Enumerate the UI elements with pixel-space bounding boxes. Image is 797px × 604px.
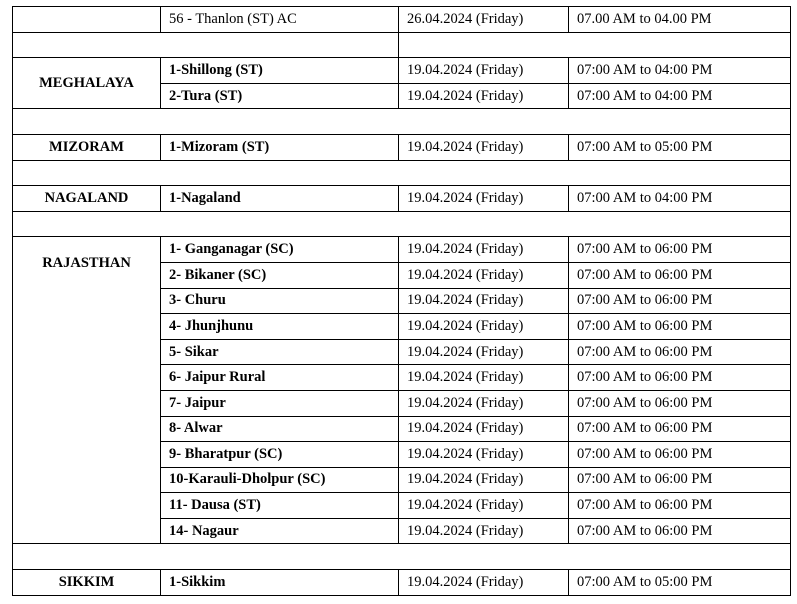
constituency-cell: 2- Bikaner (SC) bbox=[161, 262, 399, 288]
constituency-cell: 11- Dausa (ST) bbox=[161, 493, 399, 519]
poll-date-cell: 19.04.2024 (Friday) bbox=[399, 416, 569, 442]
table-row bbox=[13, 186, 791, 212]
poll-time-cell: 07:00 AM to 06:00 PM bbox=[569, 262, 791, 288]
spacer-row bbox=[13, 211, 791, 237]
constituency-cell: 10-Karauli-Dholpur (SC) bbox=[161, 467, 399, 493]
table-row bbox=[13, 7, 791, 33]
poll-date-cell: 19.04.2024 (Friday) bbox=[399, 518, 569, 544]
spacer-cell bbox=[13, 160, 791, 186]
poll-time-cell: 07:00 AM to 06:00 PM bbox=[569, 314, 791, 340]
poll-date-cell: 19.04.2024 (Friday) bbox=[399, 570, 569, 596]
poll-time-cell: 07.00 AM to 04.00 PM bbox=[569, 7, 791, 33]
state-name-cell: MEGHALAYA bbox=[13, 58, 161, 109]
spacer-row bbox=[13, 544, 791, 570]
state-name-cell: MIZORAM bbox=[13, 134, 161, 160]
poll-time-cell: 07:00 AM to 06:00 PM bbox=[569, 288, 791, 314]
constituency-cell: 5- Sikar bbox=[161, 339, 399, 365]
poll-date-cell: 19.04.2024 (Friday) bbox=[399, 262, 569, 288]
constituency-cell: 1-Shillong (ST) bbox=[161, 58, 399, 84]
constituency-cell: 8- Alwar bbox=[161, 416, 399, 442]
table-row bbox=[13, 237, 791, 263]
spacer-row bbox=[13, 109, 791, 135]
poll-date-cell: 19.04.2024 (Friday) bbox=[399, 237, 569, 263]
poll-date-cell: 19.04.2024 (Friday) bbox=[399, 314, 569, 340]
table-row bbox=[13, 134, 791, 160]
poll-time-cell: 07:00 AM to 06:00 PM bbox=[569, 518, 791, 544]
poll-time-cell: 07:00 AM to 04:00 PM bbox=[569, 186, 791, 212]
constituency-cell: 6- Jaipur Rural bbox=[161, 365, 399, 391]
poll-date-cell: 19.04.2024 (Friday) bbox=[399, 390, 569, 416]
state-name-cell: NAGALAND bbox=[13, 186, 161, 212]
poll-time-cell: 07:00 AM to 04:00 PM bbox=[569, 83, 791, 109]
constituency-cell: 1-Mizoram (ST) bbox=[161, 134, 399, 160]
poll-date-cell: 19.04.2024 (Friday) bbox=[399, 365, 569, 391]
spacer-cell bbox=[13, 32, 399, 58]
table-row bbox=[13, 570, 791, 596]
constituency-cell: 3- Churu bbox=[161, 288, 399, 314]
poll-date-cell: 19.04.2024 (Friday) bbox=[399, 467, 569, 493]
constituency-cell: 1-Sikkim bbox=[161, 570, 399, 596]
poll-time-cell: 07:00 AM to 06:00 PM bbox=[569, 365, 791, 391]
state-cell-empty bbox=[13, 7, 161, 33]
table-row bbox=[13, 58, 791, 84]
spacer-cell bbox=[13, 544, 791, 570]
poll-date-cell: 26.04.2024 (Friday) bbox=[399, 7, 569, 33]
poll-date-cell: 19.04.2024 (Friday) bbox=[399, 288, 569, 314]
constituency-cell: 1-Nagaland bbox=[161, 186, 399, 212]
state-name-cell: SIKKIM bbox=[13, 570, 161, 596]
constituency-cell: 1- Ganganagar (SC) bbox=[161, 237, 399, 263]
spacer-row bbox=[13, 160, 791, 186]
poll-time-cell: 07:00 AM to 06:00 PM bbox=[569, 416, 791, 442]
poll-time-cell: 07:00 AM to 06:00 PM bbox=[569, 390, 791, 416]
constituency-cell: 7- Jaipur bbox=[161, 390, 399, 416]
poll-date-cell: 19.04.2024 (Friday) bbox=[399, 134, 569, 160]
poll-date-cell: 19.04.2024 (Friday) bbox=[399, 339, 569, 365]
spacer-row bbox=[13, 32, 791, 58]
constituency-cell: 14- Nagaur bbox=[161, 518, 399, 544]
spacer-cell bbox=[13, 211, 791, 237]
poll-time-cell: 07:00 AM to 05:00 PM bbox=[569, 570, 791, 596]
poll-time-cell: 07:00 AM to 06:00 PM bbox=[569, 339, 791, 365]
poll-time-cell: 07:00 AM to 06:00 PM bbox=[569, 467, 791, 493]
spacer-cell bbox=[399, 32, 791, 58]
constituency-cell: 56 - Thanlon (ST) AC bbox=[161, 7, 399, 33]
constituency-cell: 4- Jhunjhunu bbox=[161, 314, 399, 340]
poll-date-cell: 19.04.2024 (Friday) bbox=[399, 186, 569, 212]
constituency-cell: 9- Bharatpur (SC) bbox=[161, 442, 399, 468]
poll-time-cell: 07:00 AM to 06:00 PM bbox=[569, 237, 791, 263]
constituency-cell: 2-Tura (ST) bbox=[161, 83, 399, 109]
poll-time-cell: 07:00 AM to 06:00 PM bbox=[569, 493, 791, 519]
poll-time-cell: 07:00 AM to 06:00 PM bbox=[569, 442, 791, 468]
poll-date-cell: 19.04.2024 (Friday) bbox=[399, 442, 569, 468]
poll-date-cell: 19.04.2024 (Friday) bbox=[399, 83, 569, 109]
polling-schedule-table bbox=[12, 6, 791, 596]
poll-time-cell: 07:00 AM to 04:00 PM bbox=[569, 58, 791, 84]
poll-time-cell: 07:00 AM to 05:00 PM bbox=[569, 134, 791, 160]
table-body bbox=[13, 7, 791, 596]
poll-date-cell: 19.04.2024 (Friday) bbox=[399, 58, 569, 84]
spacer-cell bbox=[13, 109, 791, 135]
poll-date-cell: 19.04.2024 (Friday) bbox=[399, 493, 569, 519]
state-name-cell: RAJASTHAN bbox=[13, 237, 161, 544]
